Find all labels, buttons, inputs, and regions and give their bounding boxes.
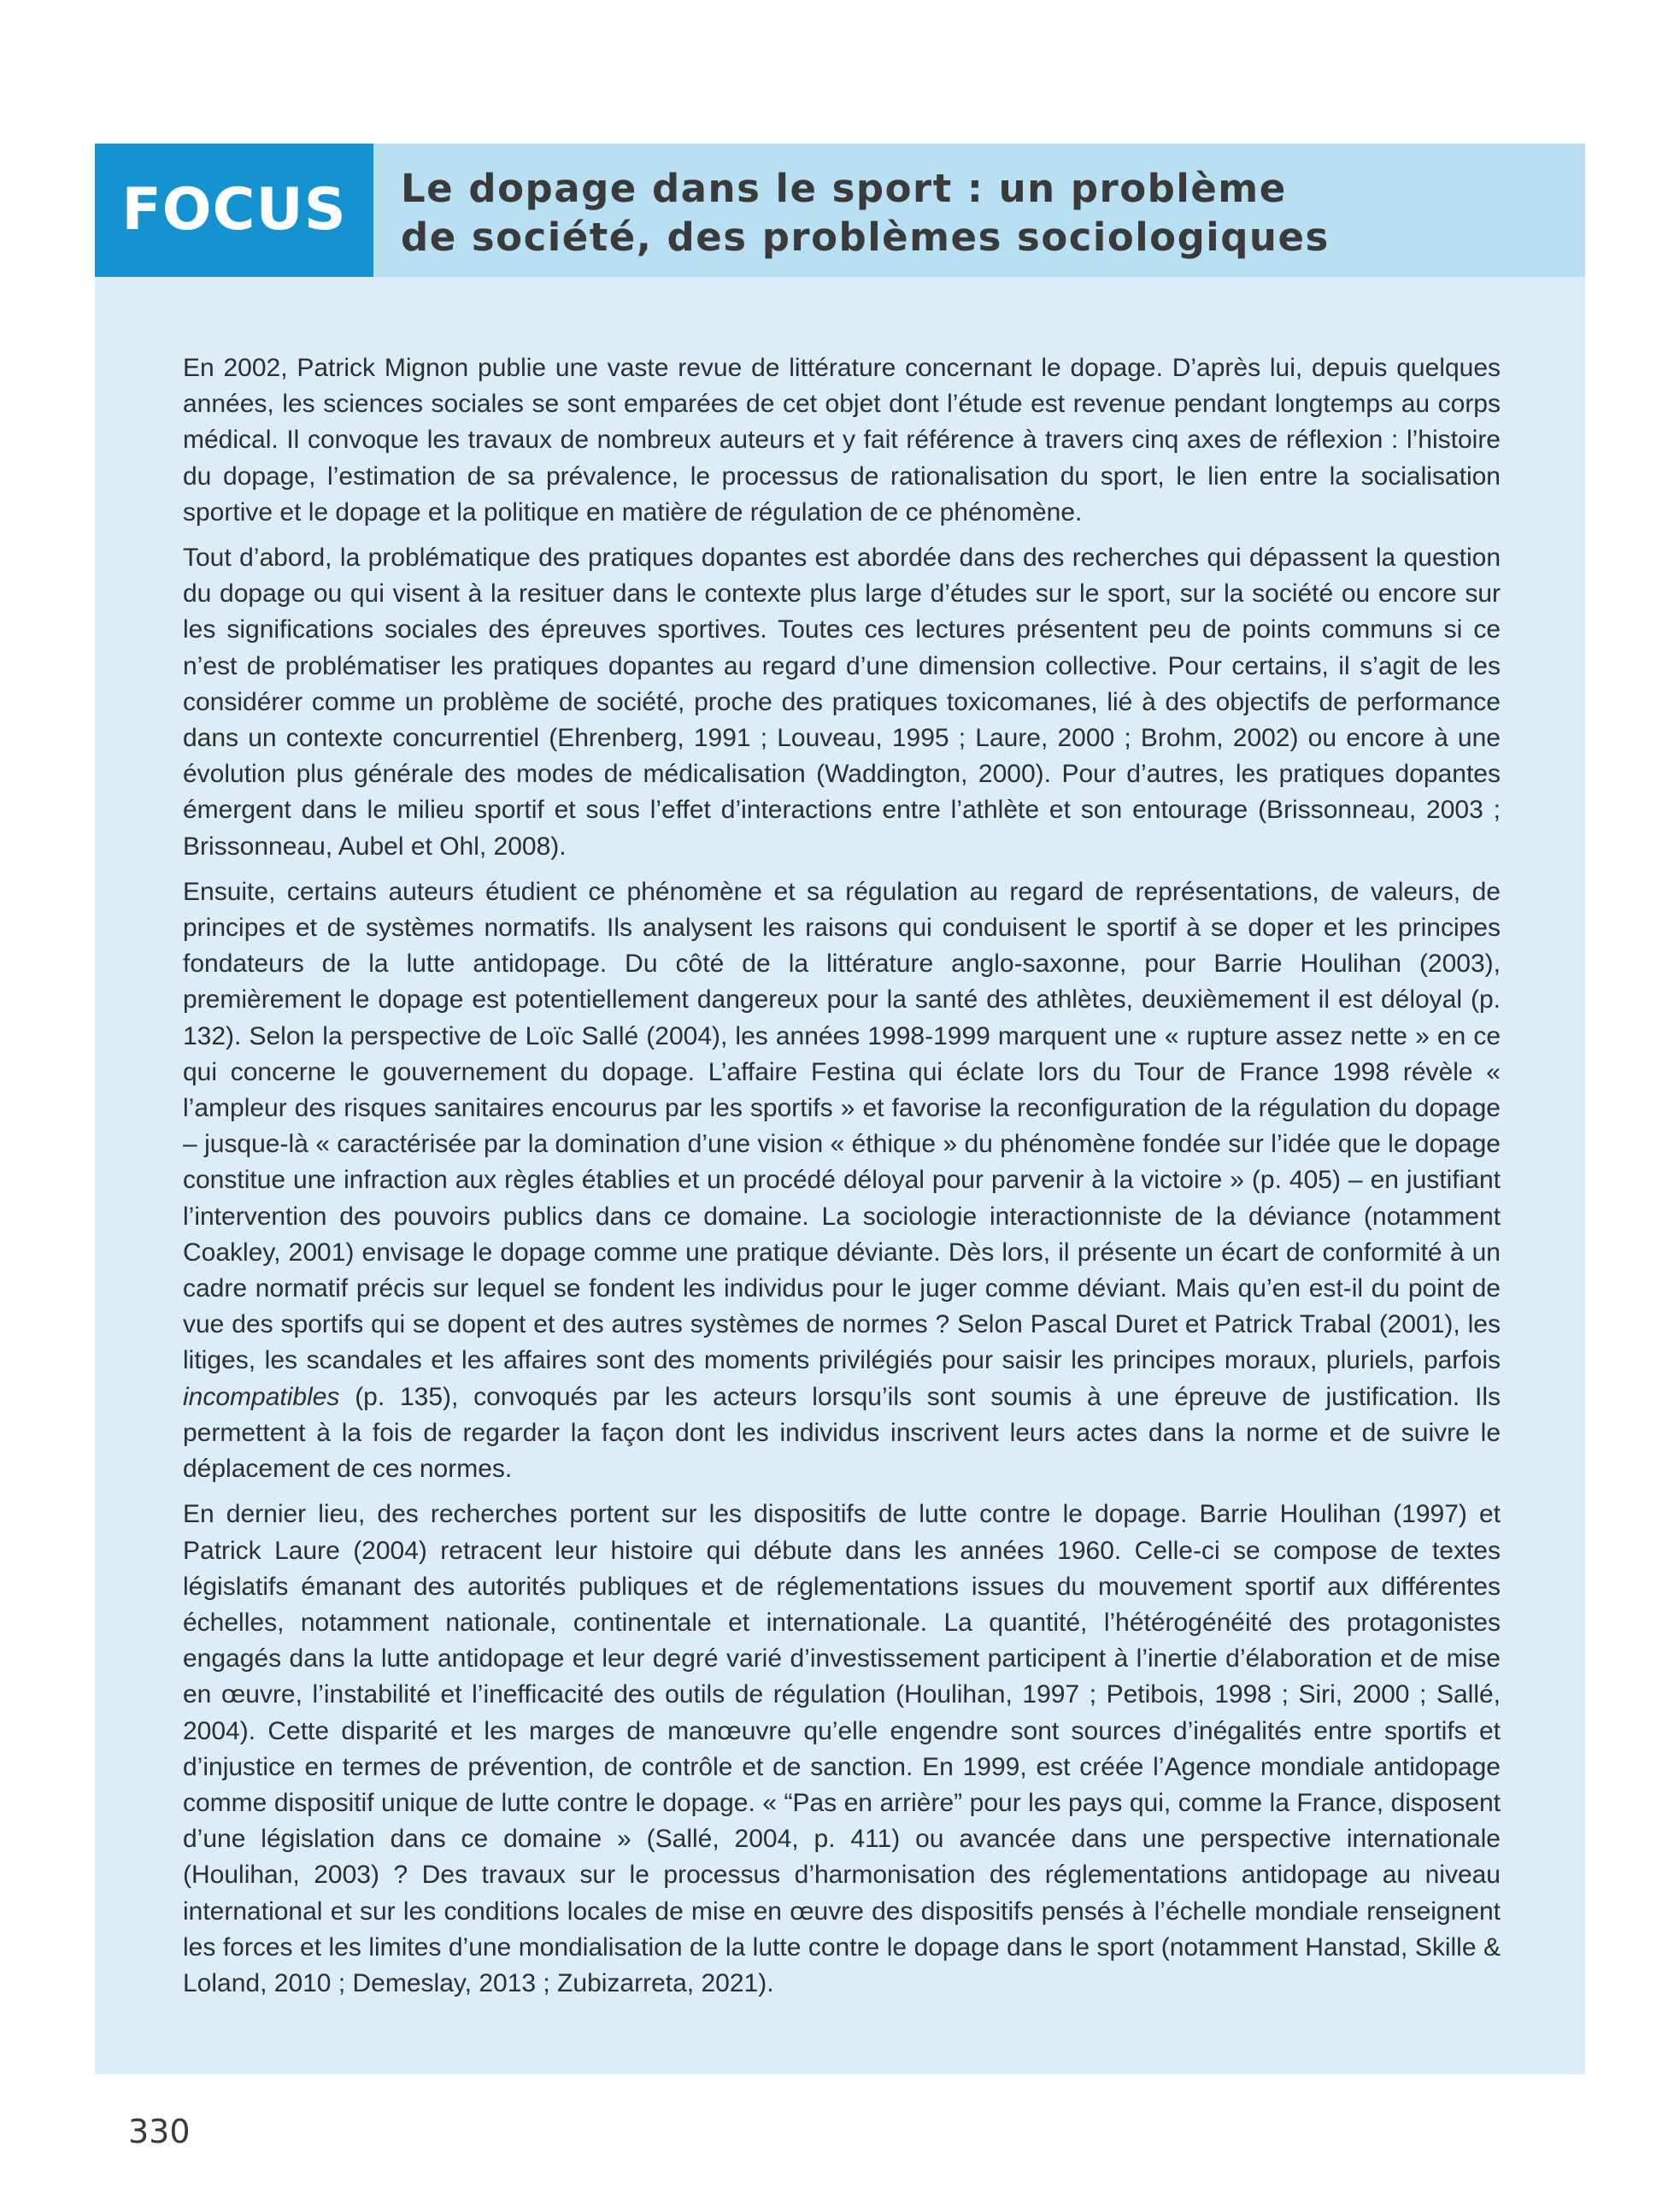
focus-body (183, 350, 1501, 2011)
focus-label: FOCUS (95, 144, 373, 277)
emphasis-incompatibles: incompatibles (183, 1382, 340, 1411)
focus-title-line-2: de société, des problèmes sociologiques (401, 215, 1330, 260)
paragraph-3-part-b: (p. 135), convoqués par les acteurs lorsqu’ils sont soumis à une épreuve de justification. Ils permettent à la fois de regarder la façon dont les individus inscrivent leurs actes dans la norme et de suivre le déplacement de ces normes. (183, 1382, 1501, 1484)
paragraph-4: En dernier lieu, des recherches portent sur les dispositifs de lutte contre le dopage. Barrie Houlihan (1997) et Patrick Laure (2004) retracent leur histoire qui débute dans les années 1960. Celle-ci se compose de textes législatifs émanant des autorités publiques et de réglementations issues du mouvement sportif aux différentes échelles, notamment nationale, continentale et internationale. La quantité, l’hétérogénéité des protagonistes engagés dans la lutte antidopage et leur degré varié d’investissement participent à l’inertie d’élaboration et de mise en œuvre, l’instabilité et l’inefficacité des outils de régulation (Houlihan, 1997 ; Petibois, 1998 ; Siri, 2000 ; Sallé, 2004). Cette disparité et les marges de manœuvre qu’elle engendre sont sources d’inégalités entre sportifs et d’injustice en termes de prévention, de contrôle et de sanction. En 1999, est créée l’Agence mondiale antidopage comme dispositif unique de lutte contre le dopage. « “Pas en arrière” pour les pays qui, comme la France, disposent d’une législation dans ce domaine » (Sallé, 2004, p. 411) ou avancée dans une perspective internationale (Houlihan, 2003) ? Des travaux sur le processus d’harmonisation des réglementations antidopage au niveau international et sur les conditions locales de mise en œuvre des dispositifs pensés à l’échelle mondiale renseignent les forces et les limites d’une mondialisation de la lutte contre le dopage dans le sport (notamment Hanstad, Skille & Loland, 2010 ; Demeslay, 2013 ; Zubizarreta, 2021). (183, 1500, 1501, 1997)
paragraph-3-part-a: Ensuite, certains auteurs étudient ce phénomène et sa régulation au regard de représentations, de valeurs, de principes et de systèmes normatifs. Ils analysent les raisons qui conduisent le sportif à se doper et les principes fondateurs de la lutte antidopage. Du côté de la littérature anglo-saxonne, pour Barrie Houlihan (2003), premièrement le dopage est potentiellement dangereux pour la santé des athlètes, deuxièmement il est déloyal (p. 132). Selon la perspective de Loïc Sallé (2004), les années 1998-1999 marquent une « rupture assez nette » en ce qui concerne le gouvernement du dopage. L’affaire Festina qui éclate lors du Tour de France 1998 révèle « l’ampleur des risques sanitaires encourus par les sportifs » et favorise la reconfiguration de la régulation du dopage – jusque-là « caractérisée par la domination d’une vision « éthique » du phénomène fondée sur l’idée que le dopage constitue une infraction aux règles établies et un procédé déloyal pour parvenir à la victoire » (p. 405) – en justifiant l’intervention des pouvoirs publics dans ce domaine. La sociologie interactionniste de la déviance (notamment Coakley, 2001) envisage le dopage comme une pratique déviante. Dès lors, il présente un écart de conformité à un cadre normatif précis sur lequel se fondent les individus pour le juger comme déviant. Mais qu’en est-il du point de vue des sportifs qui se dopent et des autres systèmes de normes ? Selon Pascal Duret et Patrick Trabal (2001), les litiges, les scandales et les affaires sont des moments privilégiés pour saisir les principes moraux, pluriels, parfois (183, 877, 1501, 1375)
focus-box (95, 144, 1585, 2074)
focus-title-line-1: Le dopage dans le sport : un problème (401, 166, 1287, 211)
focus-header (95, 144, 1585, 277)
paragraph-1: En 2002, Patrick Mignon publie une vaste revue de littérature concernant le dopage. D’après lui, depuis quelques années, les sciences sociales se sont emparées de cet objet dont l’étude est revenue pendant longtemps au corps médical. Il convoque les travaux de nombreux auteurs et y fait référence à travers cinq axes de réflexion : l’histoire du dopage, l’estimation de sa prévalence, le processus de rationalisation du sport, le lien entre la socialisation sportive et le dopage et la politique en matière de régulation de ce phénomène. (183, 354, 1501, 526)
paragraph-3 (183, 874, 1501, 1487)
focus-title (401, 164, 1563, 262)
paragraph-2: Tout d’abord, la problématique des pratiques dopantes est abordée dans des recherches qui dépassent la question du dopage ou qui visent à la resituer dans le contexte plus large d’études sur le sport, sur la société ou encore sur les significations sociales des épreuves sportives. Toutes ces lectures présentent peu de points communs si ce n’est de problématiser les pratiques dopantes au regard d’une dimension collective. Pour certains, il s’agit de les considérer comme un problème de société, proche des pratiques toxicomanes, lié à des objectifs de performance dans un contexte concurrentiel (Ehrenberg, 1991 ; Louveau, 1995 ; Laure, 2000 ; Brohm, 2002) ou encore à une évolution plus générale des modes de médicalisation (Waddington, 2000). Pour d’autres, les pratiques dopantes émergent dans le milieu sportif et sous l’effet d’interactions entre l’athlète et son entourage (Brissonneau, 2003 ; Brissonneau, Aubel et Ohl, 2008). (183, 544, 1501, 861)
page-number: 330 (128, 2113, 191, 2150)
